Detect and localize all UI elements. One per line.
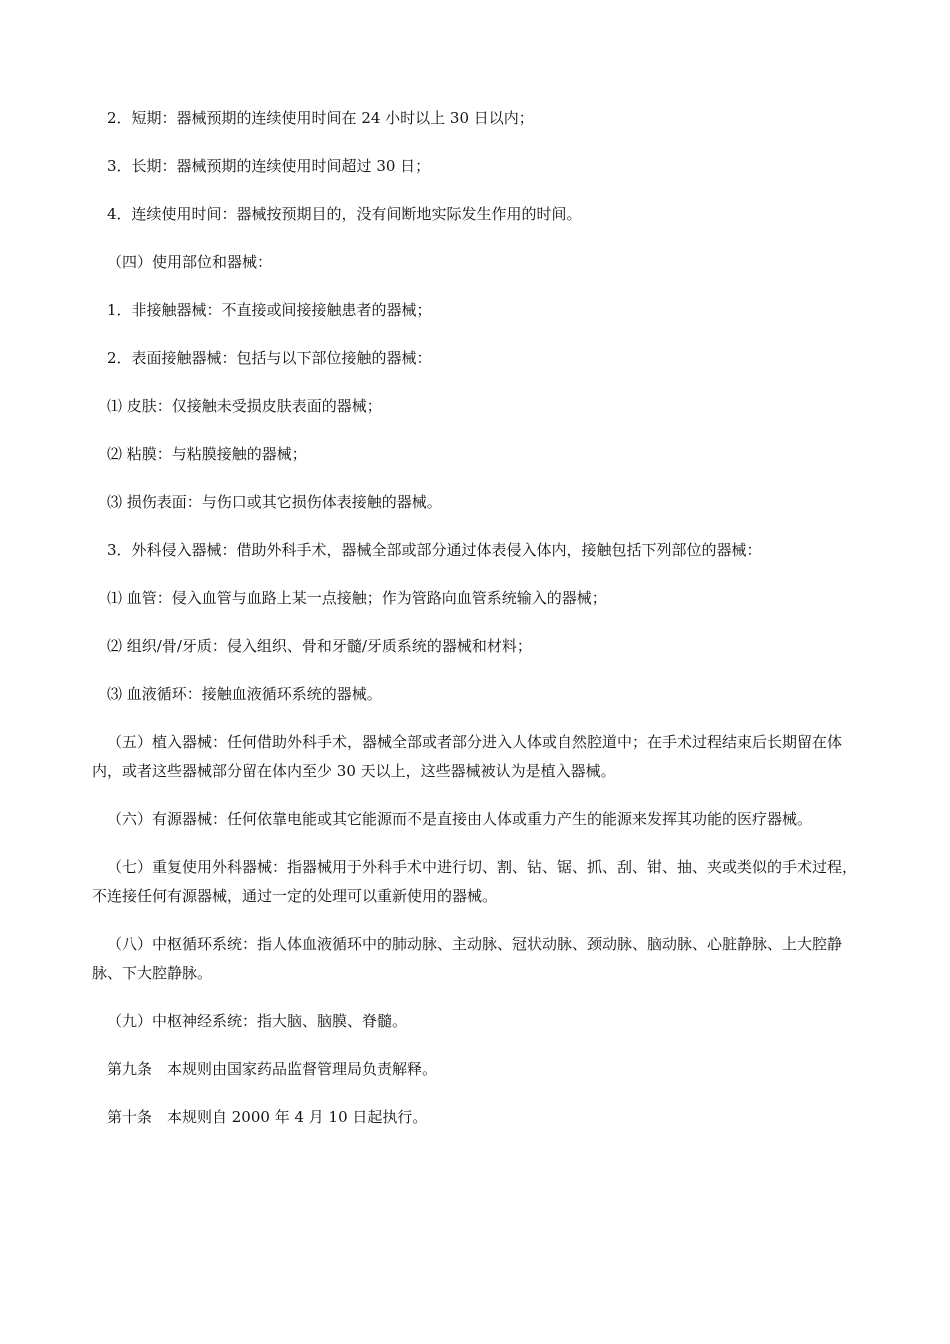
paragraph-continuous-use-time: 4．连续使用时间：器械按预期目的，没有间断地实际发生作用的时间。 (107, 205, 582, 223)
paragraph-section-4-heading: （四）使用部位和器械： (107, 253, 273, 271)
paragraph-non-contact-device: 1．非接触器械：不直接或间接接触患者的器械； (107, 301, 432, 319)
paragraph-article-9: 第九条 本规则由国家药品监督管理局负责解释。 (107, 1060, 438, 1078)
document-body (92, 104, 862, 1151)
paragraph-central-nervous-system: （九）中枢神经系统：指大脑、脑膜、脊髓。 (107, 1012, 408, 1030)
paragraph-injured-surface: ⑶ 损伤表面：与伤口或其它损伤体表接触的器械。 (107, 493, 442, 511)
paragraph-active-device: （六）有源器械：任何依靠电能或其它能源而不是直接由人体或重力产生的能源来发挥其功能的医疗器械。 (107, 810, 813, 828)
paragraph-surface-contact-device: 2．表面接触器械：包括与以下部位接触的器械： (107, 349, 432, 367)
paragraph-central-circulatory-system: （八）中枢循环系统：指人体血液循环中的肺动脉、主动脉、冠状动脉、颈动脉、脑动脉、心脏静脉、上大腔静脉、下大腔静脉。 (92, 935, 843, 982)
paragraph-article-10: 第十条 本规则自 2000 年 4 月 10 日起执行。 (107, 1108, 428, 1126)
paragraph-blood-circulation: ⑶ 血液循环：接触血液循环系统的器械。 (107, 685, 382, 703)
paragraph-short-term: 2．短期：器械预期的连续使用时间在 24 小时以上 30 日以内； (107, 109, 534, 127)
paragraph-skin: ⑴ 皮肤：仅接触未受损皮肤表面的器械； (107, 397, 382, 415)
paragraph-long-term: 3．长期：器械预期的连续使用时间超过 30 日； (107, 157, 431, 175)
paragraph-blood-vessel: ⑴ 血管：侵入血管与血路上某一点接触；作为管路向血管系统输入的器械； (107, 589, 607, 607)
paragraph-implant-device: （五）植入器械：任何借助外科手术，器械全部或者部分进入人体或自然腔道中；在手术过程结束后长期留在体内，或者这些器械部分留在体内至少 30 天以上，这些器械被认为是植入器械。 (92, 733, 843, 780)
paragraph-reusable-surgical-device: （七）重复使用外科器械：指器械用于外科手术中进行切、割、钻、锯、抓、刮、钳、抽、夹或类似的手术过程，不连接任何有源器械，通过一定的处理可以重新使用的器械。 (92, 858, 858, 905)
paragraph-surgical-invasive-device: 3．外科侵入器械：借助外科手术，器械全部或部分通过体表侵入体内，接触包括下列部位的器械： (107, 541, 762, 559)
paragraph-tissue-bone-dentin: ⑵ 组织/骨/牙质：侵入组织、骨和牙髓/牙质系统的器械和材料； (107, 637, 532, 655)
paragraph-mucosa: ⑵ 粘膜：与粘膜接触的器械； (107, 445, 307, 463)
